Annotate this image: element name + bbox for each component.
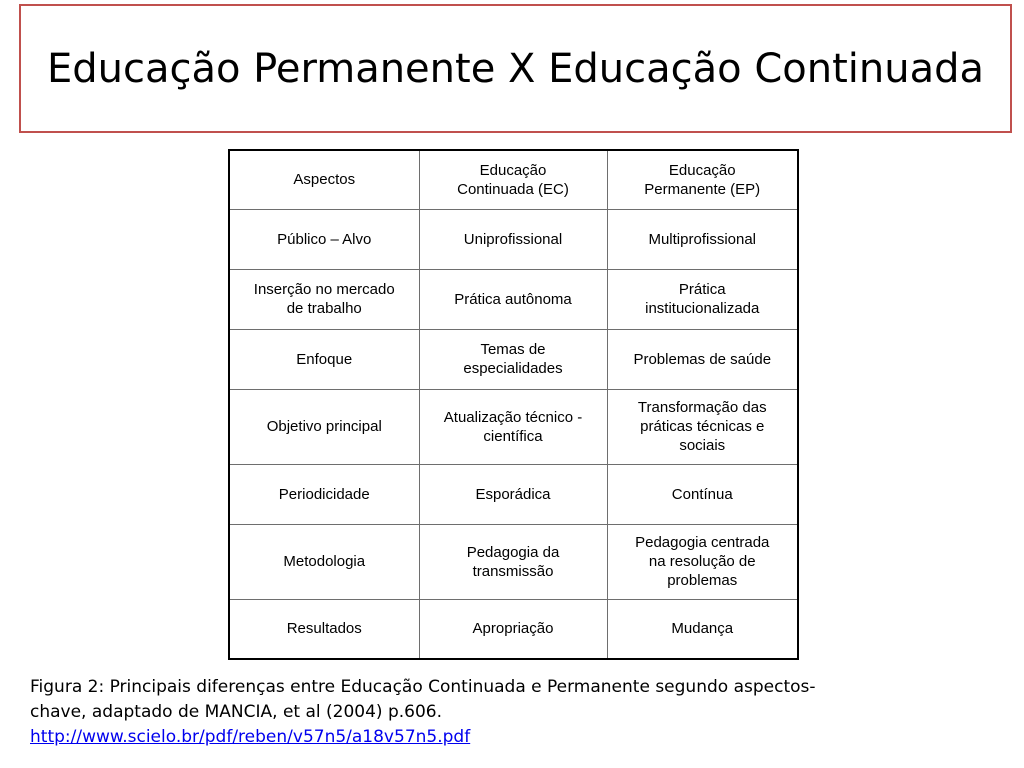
table-cell-aspect: Objetivo principal xyxy=(229,389,419,464)
header-educacao-continuada: Educação Continuada (EC) xyxy=(419,150,607,209)
table-row xyxy=(229,599,798,659)
table-cell-ep: Problemas de saúde xyxy=(607,329,798,389)
table-cell-aspect: Resultados xyxy=(229,599,419,659)
table-cell-ep: Contínua xyxy=(607,464,798,524)
table-cell-aspect: Público – Alvo xyxy=(229,209,419,269)
table-row xyxy=(229,329,798,389)
caption-line-2: chave, adaptado de MANCIA, et al (2004) p.606. xyxy=(30,702,443,722)
slide-title: Educação Permanente X Educação Continuada xyxy=(46,45,985,92)
source-link[interactable]: http://www.scielo.br/pdf/reben/v57n5/a18v57n5.pdf xyxy=(30,727,471,747)
table-cell-ep: Mudança xyxy=(607,599,798,659)
table-row xyxy=(229,464,798,524)
table-cell-ec: Esporádica xyxy=(419,464,607,524)
table-row xyxy=(229,524,798,599)
table-cell-ec: Temas de especialidades xyxy=(419,329,607,389)
table-header-row xyxy=(229,150,798,209)
comparison-table xyxy=(228,149,799,660)
table-cell-ep: Multiprofissional xyxy=(607,209,798,269)
table-cell-aspect: Inserção no mercado de trabalho xyxy=(229,269,419,329)
comparison-table-container xyxy=(228,149,797,658)
caption-line-1: Figura 2: Principais diferenças entre Educação Continuada e Permanente segundo aspectos- xyxy=(30,677,816,697)
header-aspectos: Aspectos xyxy=(229,150,419,209)
table-cell-ep: Pedagogia centrada na resolução de problemas xyxy=(607,524,798,599)
table-cell-ec: Apropriação xyxy=(419,599,607,659)
table-cell-ec: Prática autônoma xyxy=(419,269,607,329)
table-cell-ep: Prática institucionalizada xyxy=(607,269,798,329)
slide-title-box xyxy=(19,4,1012,133)
table-cell-aspect: Metodologia xyxy=(229,524,419,599)
table-cell-ep: Transformação das práticas técnicas e sociais xyxy=(607,389,798,464)
table-row xyxy=(229,389,798,464)
table-cell-ec: Atualização técnico - científica xyxy=(419,389,607,464)
table-row xyxy=(229,269,798,329)
table-cell-aspect: Periodicidade xyxy=(229,464,419,524)
table-row xyxy=(229,209,798,269)
header-educacao-permanente: Educação Permanente (EP) xyxy=(607,150,798,209)
figure-caption xyxy=(30,675,1000,750)
table-cell-aspect: Enfoque xyxy=(229,329,419,389)
table-cell-ec: Pedagogia da transmissão xyxy=(419,524,607,599)
table-cell-ec: Uniprofissional xyxy=(419,209,607,269)
